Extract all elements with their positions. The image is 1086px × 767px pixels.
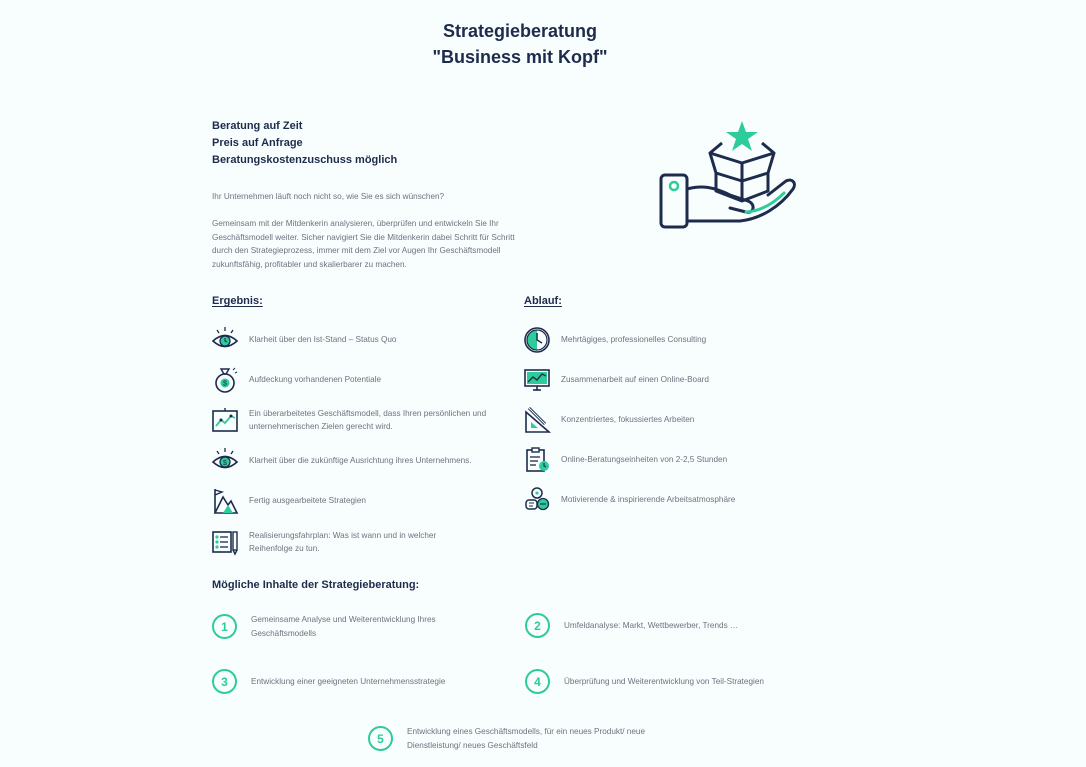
mountain-flag-icon [210, 486, 240, 516]
inhalte-item-text: Umfeldanalyse: Markt, Wettbewerber, Trends … [564, 620, 739, 630]
hand-box-star-icon [650, 115, 805, 235]
ergebnis-item [210, 486, 504, 516]
ergebnis-item [210, 405, 514, 435]
inhalte-item-text: Entwicklung einer geeigneten Unternehmensstrategie [251, 676, 446, 686]
ergebnis-item-text: Realisierungsfahrplan: Was ist wann und in welcher Reihenfolge zu tun. [249, 530, 437, 553]
ablauf-item-text: Mehrtägiges, professionelles Consulting [561, 335, 707, 345]
monitor-chart-icon [522, 365, 552, 395]
number-badge: 3 [212, 669, 237, 694]
ergebnis-item [210, 325, 504, 355]
meta-beratung: Beratung auf Zeit [212, 120, 303, 132]
ablauf-item [522, 485, 821, 515]
number-badge: 5 [368, 726, 393, 751]
meta-zuschuss: Beratungskostenzuschuss möglich [212, 154, 398, 166]
eye-dollar-icon [210, 446, 240, 476]
chat-bubbles-icon [522, 485, 552, 515]
ergebnis-item-text: Ein überarbeitetes Geschäftsmodell, dass Ihren persönlichen und unternehmerischen Zielen gerecht wird. [249, 408, 487, 431]
ergebnis-item [210, 527, 474, 557]
inhalte-item [212, 613, 481, 640]
intro-body: Gemeinsam mit der Mitdenkerin analysieren, überprüfen und entwickeln Sie Ihr Geschäftsmodell weiter. Sicher navigiert Sie die Mitdenkerin dabei Schritt für Schritt durch den Strategieprozess, immer mit dem Ziel vor Augen Ihr Geschäftsmodell zukunftsfähig, profitabler und skalierbarer zu machen. [212, 219, 515, 269]
number-badge: 4 [525, 669, 550, 694]
inhalte-item-text: Entwicklung eines Geschäftsmodells, für ein neues Produkt/ neue Dienstleistung/ neues Geschäftsfeld [407, 727, 646, 750]
inhalte-item [525, 613, 824, 638]
inhalte-heading: Mögliche Inhalte der Strategieberatung: [212, 579, 420, 591]
chart-board-icon [210, 405, 240, 435]
number-badge: 2 [525, 613, 550, 638]
ablauf-item-text: Motivierende & inspirierende Arbeitsatmosphäre [561, 495, 736, 505]
eye-clock-icon [210, 325, 240, 355]
ablauf-item-text: Zusammenarbeit auf einen Online-Board [561, 375, 709, 385]
ablauf-item-text: Online-Beratungseinheiten von 2-2,5 Stunden [561, 455, 728, 465]
ablauf-item [522, 445, 821, 475]
ablauf-heading: Ablauf: [524, 295, 562, 307]
ergebnis-item-text: Klarheit über den Ist-Stand – Status Quo [249, 335, 397, 345]
ablauf-item-text: Konzentriertes, fokussiertes Arbeiten [561, 415, 695, 425]
ergebnis-item [210, 446, 514, 476]
inhalte-item [368, 725, 697, 752]
svg-text:$: $ [223, 380, 227, 388]
inhalte-item-text: Gemeinsame Analyse und Weiterentwicklung Ihres Geschäftsmodells [251, 615, 436, 638]
ruler-pencil-icon [522, 405, 552, 435]
page-title-line2: "Business mit Kopf" [432, 47, 608, 67]
page-title-line1: Strategieberatung [442, 21, 598, 41]
clipboard-clock-icon [522, 445, 552, 475]
svg-text:$: $ [223, 460, 227, 467]
ablauf-item [522, 405, 821, 435]
inhalte-item-text: Überprüfung und Weiterentwicklung von Teil-Strategien [564, 676, 764, 686]
ablauf-item [522, 325, 821, 355]
ergebnis-item-text: Klarheit über die zukünftige Ausrichtung ihres Unternehmens. [249, 456, 472, 466]
clock-icon [522, 325, 552, 355]
inhalte-item [212, 669, 511, 694]
inhalte-item [525, 669, 824, 694]
ergebnis-heading: Ergebnis: [212, 295, 263, 307]
ablauf-item [522, 365, 821, 395]
intro-question: Ihr Unternehmen läuft noch nicht so, wie Sie es sich wünschen? [212, 192, 445, 201]
number-badge: 1 [212, 614, 237, 639]
ergebnis-item-text: Fertig ausgearbeitete Strategien [249, 496, 366, 506]
money-bag-icon [210, 365, 240, 395]
plan-pencil-icon [210, 527, 240, 557]
ergebnis-item-text: Aufdeckung vorhandenen Potentiale [249, 375, 382, 385]
ergebnis-item [210, 365, 504, 395]
meta-preis: Preis auf Anfrage [212, 137, 303, 149]
